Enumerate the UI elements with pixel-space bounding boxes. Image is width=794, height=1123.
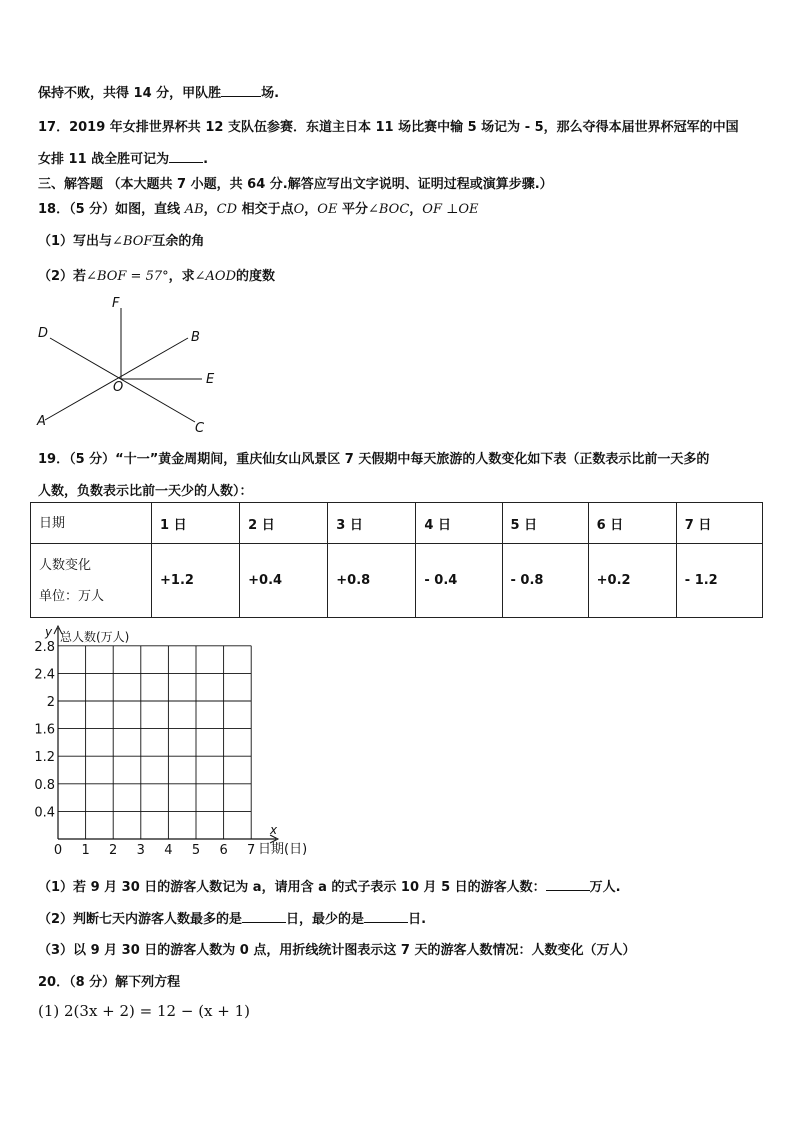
y-axis-letter: y <box>45 625 53 639</box>
question-17-line2: 女排 11 战全胜可记为 . <box>38 152 209 167</box>
label-e: E <box>206 372 215 387</box>
x-axis-letter: x <box>270 823 278 837</box>
y-tick-label: 2.4 <box>34 667 55 683</box>
table-value-cell: +1.2 <box>152 544 240 618</box>
label-d: D <box>38 326 49 341</box>
question-19-line2: 人数，负数表示比前一天少的人数）： <box>38 484 253 499</box>
x-axis-title: 日期(日) <box>258 842 308 857</box>
x-tick-label: 0 <box>53 843 63 858</box>
table-value-cell: +0.4 <box>240 544 328 618</box>
y-tick-label: 2 <box>46 695 55 710</box>
carryover-line: 保持不败，共得 14 分，甲队胜 场. <box>38 86 280 101</box>
label-o: O <box>113 380 124 395</box>
x-tick-label: 2 <box>109 843 118 858</box>
x-tick-label: 4 <box>164 843 173 858</box>
section-heading: 三、解答题 （本大题共 7 小题，共 64 分.解答应写出文字说明、证明过程或演算步骤.） <box>38 177 553 192</box>
question-19-part3: （3）以 9 月 30 日的游客人数为 0 点，用折线统计图表示这 7 天的游客人数情况：人数变化（万人） <box>38 943 636 958</box>
carryover-text: 保持不败，共得 14 分，甲队胜 <box>38 86 222 101</box>
y-tick-labels <box>34 640 55 821</box>
y-tick-label: 0.4 <box>34 805 55 821</box>
label-f: F <box>112 296 120 311</box>
table-value-cell: +0.8 <box>328 544 416 618</box>
x-tick-label: 5 <box>191 843 201 858</box>
answer-blank-record[interactable] <box>169 162 203 163</box>
x-tick-labels <box>54 843 255 858</box>
table-value-cell: - 1.2 <box>676 544 762 618</box>
visitor-change-table <box>30 502 763 618</box>
label-c: C <box>195 421 205 436</box>
table-day-cell: 4 日 <box>416 503 502 544</box>
label-a: A <box>37 414 46 429</box>
table-day-cell: 3 日 <box>328 503 416 544</box>
table-row-label: 人数变化 单位：万人 <box>31 544 152 618</box>
question-20-stem: 20．（8 分）解下列方程 <box>38 975 181 990</box>
answer-blank-wins[interactable] <box>221 96 261 97</box>
table-day-cell: 2 日 <box>240 503 328 544</box>
table-day-cell: 1 日 <box>152 503 240 544</box>
y-tick-label: 0.8 <box>34 777 55 793</box>
table-value-cell: +0.2 <box>588 544 676 618</box>
question-18-part2: （2）若∠BOF = 57°，求∠AOD的度数 <box>38 269 276 284</box>
table-day-cell: 6 日 <box>588 503 676 544</box>
label-b: B <box>191 330 200 345</box>
answer-blank-oct5[interactable] <box>546 890 590 891</box>
y-tick-label: 1.2 <box>34 750 55 766</box>
x-tick-label: 3 <box>136 843 145 858</box>
y-tick-label: 2.8 <box>34 639 55 655</box>
table-value-row <box>31 544 763 618</box>
geometry-figure <box>30 292 230 438</box>
table-value-cell: - 0.4 <box>416 544 502 618</box>
equation-1: (1) 2(3x + 2) = 12 − (x + 1) <box>38 1002 251 1020</box>
y-axis-title: 总人数(万人) <box>60 630 130 644</box>
question-18-stem: 18．（5 分）如图，直线 AB，CD 相交于点O，OE 平分∠BOC，OF ⊥OE <box>38 202 479 217</box>
y-tick-label: 1.6 <box>34 722 55 738</box>
x-tick-label: 1 <box>81 843 90 858</box>
question-17-line1: 17．2019 年女排世界杯共 12 支队伍参赛．东道主日本 11 场比赛中输 5 场记为 - 5，那么夺得本届世界杯冠军的中国 <box>38 120 739 135</box>
question-18-part1: （1）写出与∠BOF互余的角 <box>38 234 205 249</box>
answer-blank-least[interactable] <box>364 922 408 923</box>
table-header-label: 日期 <box>31 503 152 544</box>
table-day-cell: 5 日 <box>502 503 588 544</box>
x-tick-label: 6 <box>219 843 228 858</box>
x-tick-label: 7 <box>247 843 256 858</box>
grid-lines <box>58 646 251 839</box>
table-header-row <box>31 503 763 544</box>
table-value-cell: - 0.8 <box>502 544 588 618</box>
question-19-part1: （1）若 9 月 30 日的游客人数记为 a，请用含 a 的式子表示 10 月 5 日的游客人数： 万人. <box>38 880 621 895</box>
question-19-part2: （2）判断七天内游客人数最多的是 日，最少的是 日. <box>38 912 427 927</box>
blank-grid-chart <box>30 622 330 862</box>
table-day-cell: 7 日 <box>676 503 762 544</box>
answer-blank-most[interactable] <box>242 922 286 923</box>
question-19-line1: 19．（5 分）“十一”黄金周期间，重庆仙女山风景区 7 天假期中每天旅游的人数变化如下表（正数表示比前一天多的 <box>38 452 710 467</box>
